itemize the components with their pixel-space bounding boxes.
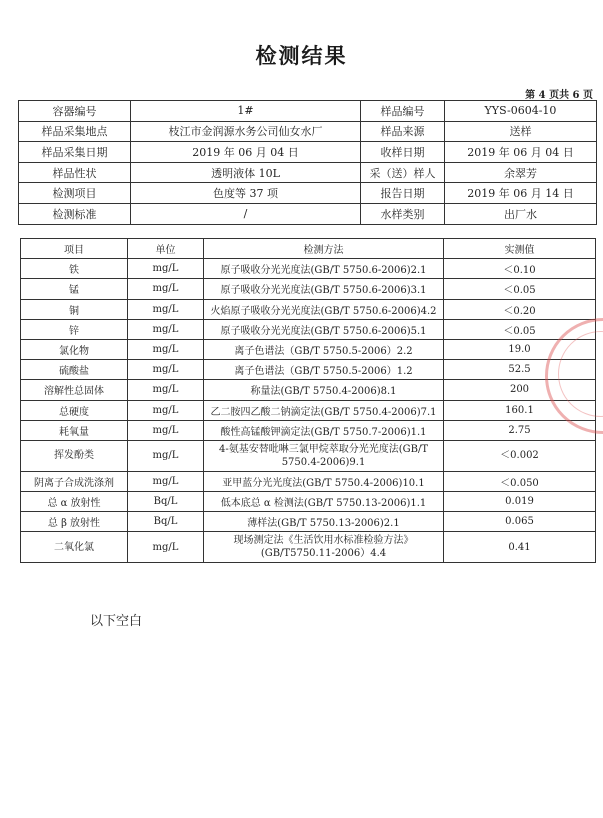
result-unit: mg/L (128, 532, 204, 563)
info-label: 样品采集地点 (19, 121, 131, 142)
result-value: ＜0.10 (444, 259, 596, 279)
result-method: 火焰原子吸收分光光度法(GB/T 5750.6-2006)4.2 (204, 299, 444, 319)
result-item: 总 β 放射性 (21, 512, 128, 532)
result-value: 0.019 (444, 492, 596, 512)
result-unit: mg/L (128, 279, 204, 299)
result-item: 总硬度 (21, 400, 128, 420)
result-item: 氯化物 (21, 339, 128, 359)
info-label: 检测标准 (19, 203, 131, 224)
result-unit: mg/L (128, 339, 204, 359)
result-item: 挥发酚类 (21, 440, 128, 471)
info-row (19, 142, 597, 163)
result-unit: mg/L (128, 440, 204, 471)
result-method: 原子吸收分光光度法(GB/T 5750.6-2006)3.1 (204, 279, 444, 299)
result-item: 总 α 放射性 (21, 492, 128, 512)
result-item: 锌 (21, 319, 128, 339)
result-value: 0.065 (444, 512, 596, 532)
info-label: 检测项目 (19, 183, 131, 204)
result-method: 现场测定法《生活饮用水标准检验方法》(GB/T5750.11-2006）4.4 (204, 532, 444, 563)
info-row (19, 121, 597, 142)
info-label: 采（送）样人 (361, 162, 445, 183)
result-value: ＜0.20 (444, 299, 596, 319)
info-value: 出厂水 (445, 203, 597, 224)
result-item: 硫酸盐 (21, 360, 128, 380)
info-value: 透明液体 10L (131, 162, 361, 183)
info-value: 2019 年 06 月 14 日 (445, 183, 597, 204)
page-number: 第 4 页共 6 页 (525, 90, 593, 101)
info-label: 报告日期 (361, 183, 445, 204)
result-unit: Bq/L (128, 492, 204, 512)
result-row (21, 440, 596, 471)
column-header-value: 实测值 (444, 239, 596, 259)
info-value: / (131, 203, 361, 224)
result-method: 原子吸收分光光度法(GB/T 5750.6-2006)2.1 (204, 259, 444, 279)
result-value: 52.5 (444, 360, 596, 380)
result-unit: mg/L (128, 299, 204, 319)
result-method: 原子吸收分光光度法(GB/T 5750.6-2006)5.1 (204, 319, 444, 339)
info-label: 样品采集日期 (19, 142, 131, 163)
result-unit: Bq/L (128, 512, 204, 532)
result-item: 耗氧量 (21, 420, 128, 440)
result-unit: mg/L (128, 360, 204, 380)
result-unit: mg/L (128, 319, 204, 339)
result-method: 低本底总 α 检测法(GB/T 5750.13-2006)1.1 (204, 492, 444, 512)
info-label: 容器编号 (19, 101, 131, 122)
sample-info-table (18, 100, 597, 225)
result-method: 亚甲蓝分光光度法(GB/T 5750.4-2006)10.1 (204, 471, 444, 491)
result-row (21, 380, 596, 400)
result-method: 离子色谱法（GB/T 5750.5-2006）1.2 (204, 360, 444, 380)
blank-below-note: 以下空白 (90, 614, 143, 629)
result-unit: mg/L (128, 259, 204, 279)
results-header-row (21, 239, 596, 259)
result-item: 溶解性总固体 (21, 380, 128, 400)
info-row (19, 183, 597, 204)
result-unit: mg/L (128, 380, 204, 400)
info-value: 枝江市金润源水务公司仙女水厂 (131, 121, 361, 142)
result-method: 离子色谱法（GB/T 5750.5-2006）2.2 (204, 339, 444, 359)
result-method: 称量法(GB/T 5750.4-2006)8.1 (204, 380, 444, 400)
result-method: 酸性高锰酸钾滴定法(GB/T 5750.7-2006)1.1 (204, 420, 444, 440)
result-row (21, 471, 596, 491)
stamp-inner-ring (558, 331, 603, 417)
column-header-item: 项目 (21, 239, 128, 259)
column-header-method: 检测方法 (204, 239, 444, 259)
info-row (19, 101, 597, 122)
info-value: 2019 年 06 月 04 日 (445, 142, 597, 163)
result-row (21, 420, 596, 440)
result-row (21, 532, 596, 563)
test-results-table (20, 238, 596, 563)
info-row (19, 203, 597, 224)
result-row (21, 339, 596, 359)
info-label: 样品性状 (19, 162, 131, 183)
result-value: ＜0.050 (444, 471, 596, 491)
result-row (21, 279, 596, 299)
result-method: 4-氨基安替吡啉三氯甲烷萃取分光光度法(GB/T 5750.4-2006)9.1 (204, 440, 444, 471)
column-header-unit: 单位 (128, 239, 204, 259)
page-title: 检测结果 (255, 44, 348, 68)
result-row (21, 259, 596, 279)
result-row (21, 492, 596, 512)
result-row (21, 299, 596, 319)
result-item: 铜 (21, 299, 128, 319)
info-label: 收样日期 (361, 142, 445, 163)
result-unit: mg/L (128, 471, 204, 491)
result-value: ＜0.002 (444, 440, 596, 471)
result-value: 0.41 (444, 532, 596, 563)
info-label: 样品来源 (361, 121, 445, 142)
info-row (19, 162, 597, 183)
result-method: 薄样法(GB/T 5750.13-2006)2.1 (204, 512, 444, 532)
result-value: ＜0.05 (444, 319, 596, 339)
result-row (21, 512, 596, 532)
result-item: 阴离子合成洗涤剂 (21, 471, 128, 491)
info-value: 余翠芳 (445, 162, 597, 183)
result-value: 160.1 (444, 400, 596, 420)
info-label: 水样类别 (361, 203, 445, 224)
result-method: 乙二胺四乙酸二钠滴定法(GB/T 5750.4-2006)7.1 (204, 400, 444, 420)
result-unit: mg/L (128, 400, 204, 420)
result-item: 锰 (21, 279, 128, 299)
result-value: 19.0 (444, 339, 596, 359)
result-item: 二氧化氯 (21, 532, 128, 563)
info-value: YYS-0604-10 (445, 101, 597, 122)
result-value: 2.75 (444, 420, 596, 440)
info-value: 色度等 37 项 (131, 183, 361, 204)
info-value: 1# (131, 101, 361, 122)
result-row (21, 400, 596, 420)
result-value: ＜0.05 (444, 279, 596, 299)
info-value: 送样 (445, 121, 597, 142)
info-value: 2019 年 06 月 04 日 (131, 142, 361, 163)
result-item: 铁 (21, 259, 128, 279)
result-row (21, 319, 596, 339)
result-value: 200 (444, 380, 596, 400)
result-unit: mg/L (128, 420, 204, 440)
info-label: 样品编号 (361, 101, 445, 122)
result-row (21, 360, 596, 380)
